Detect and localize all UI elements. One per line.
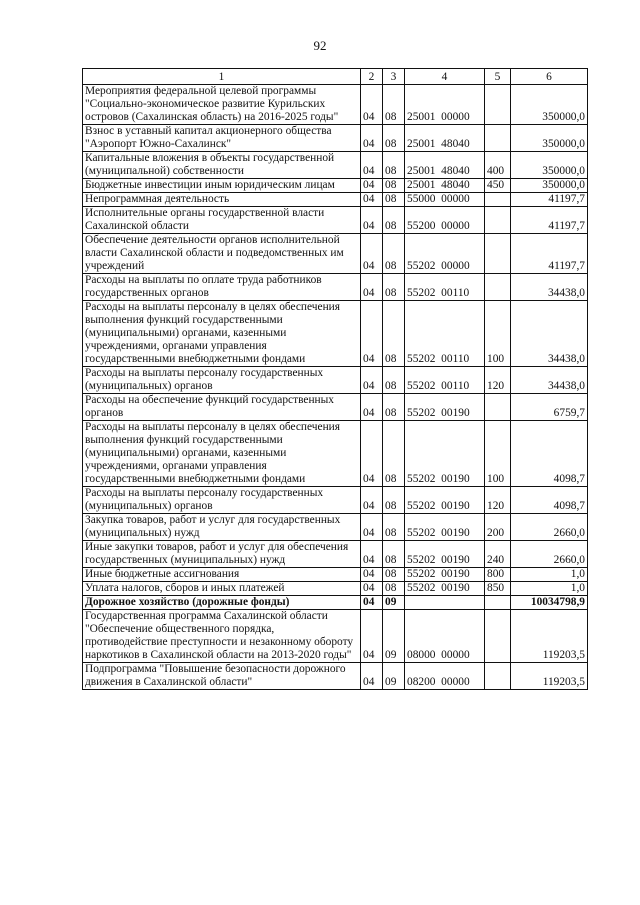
row-subsection-code: 08 bbox=[383, 301, 405, 367]
row-section-code: 04 bbox=[361, 421, 383, 487]
row-subsection-code: 08 bbox=[383, 152, 405, 179]
row-amount: 4098,7 bbox=[511, 421, 588, 487]
row-subsection-code: 09 bbox=[383, 610, 405, 663]
table-row bbox=[83, 152, 588, 179]
row-subsection-code: 08 bbox=[383, 514, 405, 541]
row-target-article-code: 55202 00110 bbox=[405, 301, 485, 367]
row-expense-type-code: 100 bbox=[485, 421, 511, 487]
row-expense-type-code: 450 bbox=[485, 179, 511, 193]
row-subsection-code: 08 bbox=[383, 394, 405, 421]
row-target-article-code: 55200 00000 bbox=[405, 207, 485, 234]
row-name: Расходы на выплаты персоналу в целях обеспечения выполнения функций государственными (муниципальными) органами, казенными учреждениями, органами управления государственными внебюджетными фондами bbox=[83, 421, 361, 487]
row-target-article-code: 55202 00190 bbox=[405, 487, 485, 514]
row-target-article-code: 08200 00000 bbox=[405, 663, 485, 690]
row-amount: 350000,0 bbox=[511, 125, 588, 152]
row-section-code: 04 bbox=[361, 193, 383, 207]
row-amount: 34438,0 bbox=[511, 301, 588, 367]
row-name: Непрограммная деятельность bbox=[83, 193, 361, 207]
row-name: Расходы на обеспечение функций государственных органов bbox=[83, 394, 361, 421]
row-amount: 10034798,9 bbox=[511, 596, 588, 610]
row-expense-type-code bbox=[485, 610, 511, 663]
row-amount: 41197,7 bbox=[511, 193, 588, 207]
row-amount: 41197,7 bbox=[511, 234, 588, 274]
row-target-article-code: 55202 00190 bbox=[405, 582, 485, 596]
row-subsection-code: 08 bbox=[383, 274, 405, 301]
header-expense-type: 5 bbox=[485, 69, 511, 85]
row-subsection-code: 08 bbox=[383, 582, 405, 596]
row-expense-type-code bbox=[485, 85, 511, 125]
row-expense-type-code: 120 bbox=[485, 487, 511, 514]
row-expense-type-code bbox=[485, 234, 511, 274]
row-expense-type-code bbox=[485, 193, 511, 207]
row-name: Уплата налогов, сборов и иных платежей bbox=[83, 582, 361, 596]
table-row bbox=[83, 421, 588, 487]
row-target-article-code: 55202 00110 bbox=[405, 274, 485, 301]
table-row bbox=[83, 301, 588, 367]
row-target-article-code: 25001 48040 bbox=[405, 152, 485, 179]
table-row bbox=[83, 179, 588, 193]
table-row bbox=[83, 125, 588, 152]
row-subsection-code: 08 bbox=[383, 541, 405, 568]
row-expense-type-code: 800 bbox=[485, 568, 511, 582]
row-name: Взнос в уставный капитал акционерного общества "Аэропорт Южно-Сахалинск" bbox=[83, 125, 361, 152]
header-amount: 6 bbox=[511, 69, 588, 85]
row-target-article-code: 55202 00190 bbox=[405, 568, 485, 582]
row-amount: 119203,5 bbox=[511, 610, 588, 663]
row-expense-type-code bbox=[485, 663, 511, 690]
table-row bbox=[83, 394, 588, 421]
row-amount: 119203,5 bbox=[511, 663, 588, 690]
row-section-code: 04 bbox=[361, 610, 383, 663]
page-number: 92 bbox=[313, 38, 327, 53]
row-subsection-code: 08 bbox=[383, 207, 405, 234]
header-section: 2 bbox=[361, 69, 383, 85]
row-subsection-code: 08 bbox=[383, 421, 405, 487]
row-name: Иные закупки товаров, работ и услуг для обеспечения государственных (муниципальных) нужд bbox=[83, 541, 361, 568]
row-subsection-code: 08 bbox=[383, 367, 405, 394]
row-section-code: 04 bbox=[361, 663, 383, 690]
row-subsection-code: 08 bbox=[383, 487, 405, 514]
table-row bbox=[83, 274, 588, 301]
header-target-article: 4 bbox=[405, 69, 485, 85]
table-header-row bbox=[83, 69, 588, 85]
row-subsection-code: 08 bbox=[383, 85, 405, 125]
row-section-code: 04 bbox=[361, 582, 383, 596]
row-expense-type-code bbox=[485, 596, 511, 610]
row-name: Капитальные вложения в объекты государственной (муниципальной) собственности bbox=[83, 152, 361, 179]
row-expense-type-code: 400 bbox=[485, 152, 511, 179]
row-name: Подпрограмма "Повышение безопасности дорожного движения в Сахалинской области" bbox=[83, 663, 361, 690]
row-target-article-code bbox=[405, 596, 485, 610]
table-row bbox=[83, 568, 588, 582]
table-row bbox=[83, 207, 588, 234]
row-expense-type-code: 200 bbox=[485, 514, 511, 541]
row-expense-type-code: 850 bbox=[485, 582, 511, 596]
table-row bbox=[83, 367, 588, 394]
row-amount: 4098,7 bbox=[511, 487, 588, 514]
row-section-code: 04 bbox=[361, 152, 383, 179]
table-row bbox=[83, 234, 588, 274]
row-amount: 1,0 bbox=[511, 582, 588, 596]
header-subsection: 3 bbox=[383, 69, 405, 85]
row-section-code: 04 bbox=[361, 85, 383, 125]
row-name: Расходы на выплаты по оплате труда работников государственных органов bbox=[83, 274, 361, 301]
row-subsection-code: 08 bbox=[383, 568, 405, 582]
row-expense-type-code bbox=[485, 207, 511, 234]
row-target-article-code: 55202 00190 bbox=[405, 541, 485, 568]
row-amount: 34438,0 bbox=[511, 367, 588, 394]
row-expense-type-code: 100 bbox=[485, 301, 511, 367]
row-section-code: 04 bbox=[361, 207, 383, 234]
row-name: Расходы на выплаты персоналу государственных (муниципальных) органов bbox=[83, 487, 361, 514]
row-expense-type-code: 240 bbox=[485, 541, 511, 568]
row-section-code: 04 bbox=[361, 274, 383, 301]
row-target-article-code: 55202 00110 bbox=[405, 367, 485, 394]
table-row bbox=[83, 541, 588, 568]
row-name: Обеспечение деятельности органов исполнительной власти Сахалинской области и подведомственных им учреждений bbox=[83, 234, 361, 274]
row-target-article-code: 55000 00000 bbox=[405, 193, 485, 207]
row-target-article-code: 55202 00190 bbox=[405, 394, 485, 421]
row-section-code: 04 bbox=[361, 394, 383, 421]
row-section-code: 04 bbox=[361, 487, 383, 514]
row-amount: 34438,0 bbox=[511, 274, 588, 301]
row-amount: 2660,0 bbox=[511, 514, 588, 541]
row-section-code: 04 bbox=[361, 234, 383, 274]
row-expense-type-code bbox=[485, 274, 511, 301]
row-name: Государственная программа Сахалинской области "Обеспечение общественного порядка, противодействие преступности и незаконному обороту наркотиков в Сахалинской области на 2013-2020 годы" bbox=[83, 610, 361, 663]
row-amount: 1,0 bbox=[511, 568, 588, 582]
row-subsection-code: 08 bbox=[383, 193, 405, 207]
row-target-article-code: 55202 00190 bbox=[405, 514, 485, 541]
table-row bbox=[83, 514, 588, 541]
budget-table bbox=[82, 68, 588, 690]
row-section-code: 04 bbox=[361, 568, 383, 582]
row-name: Расходы на выплаты персоналу в целях обеспечения выполнения функций государственными (муниципальными) органами, казенными учреждениями, органами управления государственными внебюджетными фондами bbox=[83, 301, 361, 367]
row-section-code: 04 bbox=[361, 367, 383, 394]
row-expense-type-code bbox=[485, 394, 511, 421]
row-name: Исполнительные органы государственной власти Сахалинской области bbox=[83, 207, 361, 234]
table-row bbox=[83, 582, 588, 596]
row-target-article-code: 25001 48040 bbox=[405, 125, 485, 152]
header-name: 1 bbox=[83, 69, 361, 85]
row-amount: 6759,7 bbox=[511, 394, 588, 421]
row-subsection-code: 08 bbox=[383, 179, 405, 193]
row-name: Мероприятия федеральной целевой программы "Социально-экономическое развитие Курильских островов (Сахалинская область) на 2016-2025 годы" bbox=[83, 85, 361, 125]
row-section-code: 04 bbox=[361, 514, 383, 541]
row-target-article-code: 55202 00000 bbox=[405, 234, 485, 274]
row-name: Закупка товаров, работ и услуг для государственных (муниципальных) нужд bbox=[83, 514, 361, 541]
table-row bbox=[83, 85, 588, 125]
row-section-code: 04 bbox=[361, 179, 383, 193]
row-target-article-code: 25001 48040 bbox=[405, 179, 485, 193]
row-section-code: 04 bbox=[361, 596, 383, 610]
row-section-code: 04 bbox=[361, 125, 383, 152]
row-name: Расходы на выплаты персоналу государственных (муниципальных) органов bbox=[83, 367, 361, 394]
row-target-article-code: 55202 00190 bbox=[405, 421, 485, 487]
row-expense-type-code bbox=[485, 125, 511, 152]
row-amount: 350000,0 bbox=[511, 179, 588, 193]
row-target-article-code: 25001 00000 bbox=[405, 85, 485, 125]
row-name: Иные бюджетные ассигнования bbox=[83, 568, 361, 582]
table-row bbox=[83, 610, 588, 663]
table-row bbox=[83, 596, 588, 610]
row-expense-type-code: 120 bbox=[485, 367, 511, 394]
table-row bbox=[83, 663, 588, 690]
table-row bbox=[83, 193, 588, 207]
table-row bbox=[83, 487, 588, 514]
row-amount: 41197,7 bbox=[511, 207, 588, 234]
row-amount: 2660,0 bbox=[511, 541, 588, 568]
row-amount: 350000,0 bbox=[511, 85, 588, 125]
row-subsection-code: 09 bbox=[383, 663, 405, 690]
row-name: Бюджетные инвестиции иным юридическим лицам bbox=[83, 179, 361, 193]
row-subsection-code: 08 bbox=[383, 125, 405, 152]
row-subsection-code: 09 bbox=[383, 596, 405, 610]
row-target-article-code: 08000 00000 bbox=[405, 610, 485, 663]
row-name: Дорожное хозяйство (дорожные фонды) bbox=[83, 596, 361, 610]
row-section-code: 04 bbox=[361, 541, 383, 568]
row-amount: 350000,0 bbox=[511, 152, 588, 179]
row-subsection-code: 08 bbox=[383, 234, 405, 274]
row-section-code: 04 bbox=[361, 301, 383, 367]
